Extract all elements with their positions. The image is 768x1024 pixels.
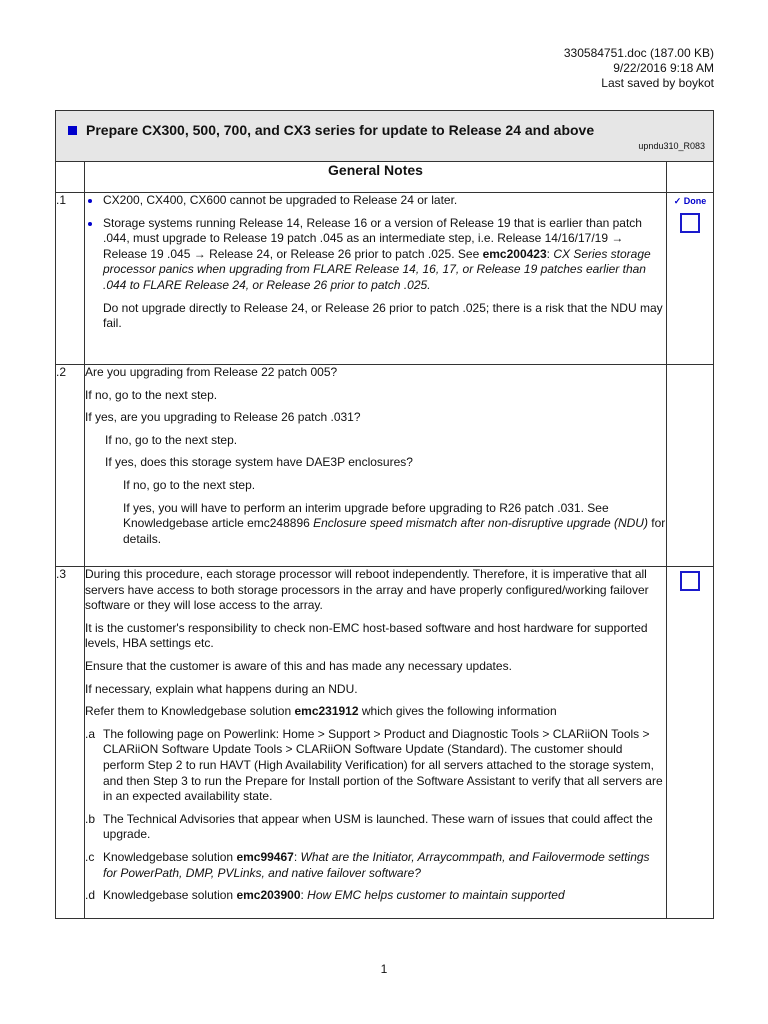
step-number: .3 bbox=[56, 567, 85, 919]
paragraph: It is the customer's responsibility to check non-EMC host-based software and host hardware for supported levels, HBA settings etc. bbox=[85, 620, 648, 651]
paragraph: During this procedure, each storage processor will reboot independently. Therefore, it is imperative that all servers have access to both storage processors in the array and have properly configured/working failover software or they will lose access to the array. bbox=[85, 567, 649, 613]
kb-link[interactable]: emc99467 bbox=[236, 849, 294, 864]
step-control bbox=[666, 567, 713, 919]
kb-link[interactable]: emc200423 bbox=[482, 246, 547, 261]
answer-text: If yes, you will have to perform an interim upgrade before upgrading to R26 patch .031. See Knowledgebase article emc248896 Enclosure speed mismatch after non-disruptive upgrade (NDU) for details. bbox=[123, 500, 666, 546]
kb-link[interactable]: emc231912 bbox=[294, 704, 359, 719]
sub-item-d: .d Knowledgebase solution emc203900: How EMC helps customer to maintain supported bbox=[85, 888, 565, 903]
step-row-2 bbox=[56, 365, 714, 567]
document-metadata bbox=[564, 46, 714, 91]
page-number: 1 bbox=[380, 962, 388, 976]
paragraph: Refer them to Knowledgebase solution emc231912 which gives the following information bbox=[85, 704, 557, 719]
procedure-header-row bbox=[56, 111, 714, 162]
general-notes-title: General Notes bbox=[85, 162, 667, 193]
step-number: .2 bbox=[56, 365, 85, 567]
done-label: ✓ Done bbox=[673, 196, 707, 206]
kb-link[interactable]: emc203900 bbox=[236, 888, 301, 903]
answer-text: If no, go to the next step. bbox=[105, 432, 238, 447]
step-content bbox=[85, 567, 667, 919]
procedure-title: Prepare CX300, 500, 700, and CX3 series for update to Release 24 and above bbox=[56, 111, 713, 138]
step-content bbox=[85, 365, 667, 567]
answer-text: If no, go to the next step. bbox=[123, 477, 256, 492]
sub-item-c: .c Knowledgebase solution emc99467: What are the Initiator, Arraycommpath, and Failovermode settings for PowerPath, DMP, PVLinks, and native failover software? bbox=[85, 849, 650, 880]
square-bullet-icon bbox=[68, 126, 77, 135]
general-notes-row bbox=[56, 162, 714, 193]
note-text: Do not upgrade directly to Release 24, or Release 26 prior to patch .025; there is a risk that the NDU may fail. bbox=[103, 300, 663, 331]
paragraph: Ensure that the customer is aware of this and has made any necessary updates. bbox=[85, 658, 512, 673]
step-number: .1 bbox=[56, 193, 85, 365]
done-checkbox[interactable] bbox=[680, 213, 700, 233]
step-row-1 bbox=[56, 193, 714, 365]
step-control bbox=[666, 193, 713, 365]
step-content bbox=[85, 193, 667, 365]
procedure-code: upndu310_R083 bbox=[638, 141, 705, 151]
question-text: If yes, are you upgrading to Release 26 patch .031? bbox=[85, 410, 361, 425]
question-text: If yes, does this storage system have DAE3P enclosures? bbox=[105, 455, 413, 470]
last-saved-by: Last saved by boykot bbox=[601, 76, 714, 90]
file-info: 330584751.doc (187.00 KB) bbox=[563, 46, 714, 60]
procedure-table bbox=[55, 110, 714, 919]
paragraph: If necessary, explain what happens during an NDU. bbox=[85, 681, 358, 696]
bullet-item: Storage systems running Release 14, Release 16 or a version of Release 19 that is earlier than patch .044, must upgrade to Release 19 patch .045 as an intermediate step, i.e. Release 14/16/17/19 → Release 19 .045 → Release 24, or Release 26 prior to patch .025. See emc200423: CX Series storage processor panics when upgrading from FLARE Release 14, 16, 17, or Release 19 patches earlier than .044 to FLARE Release 24, or Release 26 prior to patch .025. bbox=[85, 216, 666, 294]
file-date: 9/22/2016 9:18 AM bbox=[613, 61, 714, 75]
step-row-3 bbox=[56, 567, 714, 919]
question-text: Are you upgrading from Release 22 patch 005? bbox=[85, 365, 338, 379]
bullet-item: CX200, CX400, CX600 cannot be upgraded to Release 24 or later. bbox=[85, 193, 666, 209]
answer-text: If no, go to the next step. bbox=[85, 387, 218, 402]
done-checkbox[interactable] bbox=[680, 571, 700, 591]
sub-item-b: .b The Technical Advisories that appear when USM is launched. These warn of issues that could affect the upgrade. bbox=[85, 811, 653, 842]
sub-item-a: .a The following page on Powerlink: Home > Support > Product and Diagnostic Tools > CLARiiON Tools > CLARiiON Software Update Tools > CLARiiON Software Update (Standard). The customer should perform Step 2 to run HAVT (High Availability Verification) for all servers attached to the storage system, and then Step 3 to run the Prepare for Install portion of the Software Assistant to verify that all servers are in an expected availability state. bbox=[85, 726, 663, 804]
